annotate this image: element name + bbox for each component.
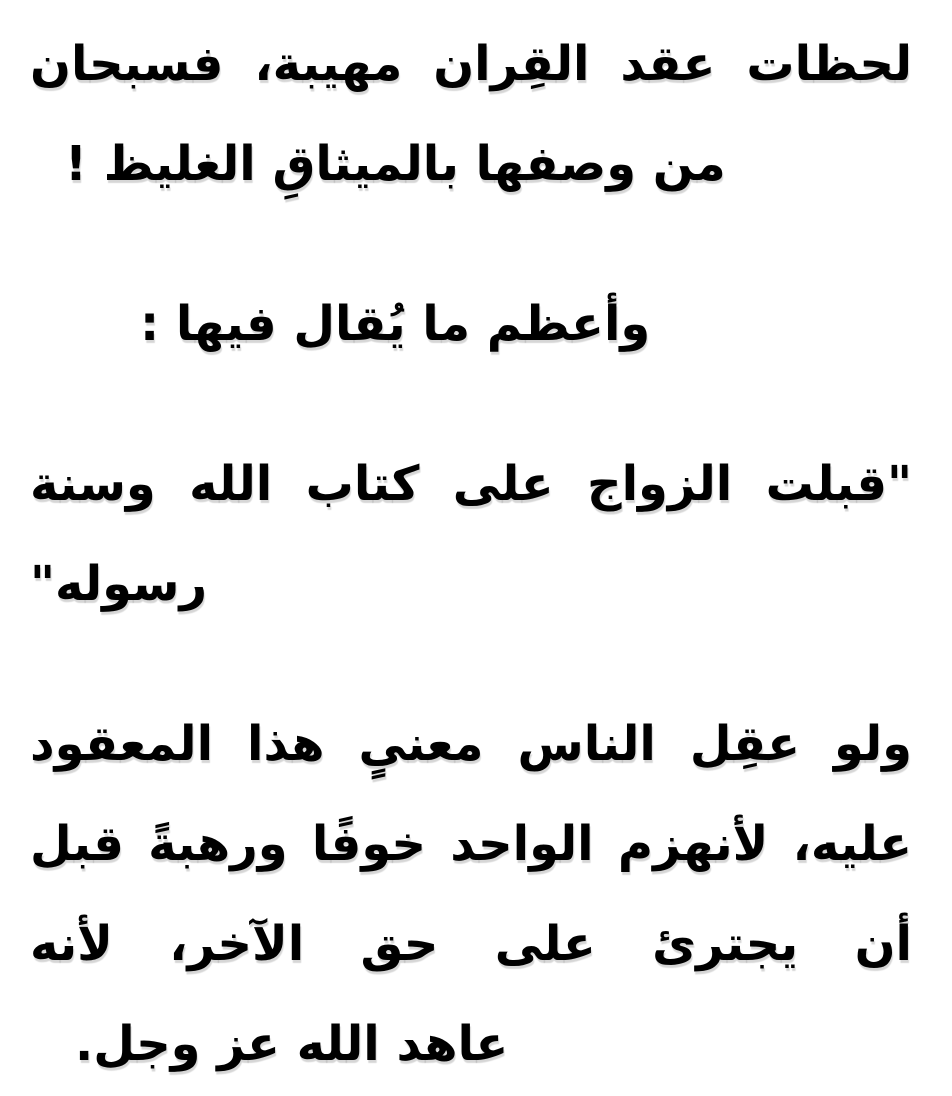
text-line: ولو عقِل الناس معنىٍ هذا المعقود [30,716,912,772]
text-line: من وصفها بالميثاقِ الغليظ ! [65,136,726,192]
paragraph-4 [30,694,912,1094]
paragraph-1 [30,14,912,214]
text-line: لحظات عقد القِران مهيبة، فسبحان [30,36,912,92]
text-line: أن يجترئ على حق الآخر، لأنه [30,916,912,972]
paragraph-3-quote [30,434,912,634]
paragraph-2 [30,274,912,374]
text-line: وأعظم ما يُقال فيها : [140,296,651,352]
text-line: رسوله" [30,556,208,612]
text-line: عاهد الله عز وجل. [75,1016,509,1072]
text-line: عليه، لأنهزم الواحد خوفًا ورهبةً قبل [30,816,912,872]
text-line: "قبلت الزواج على كتاب الله وسنة [30,456,912,512]
